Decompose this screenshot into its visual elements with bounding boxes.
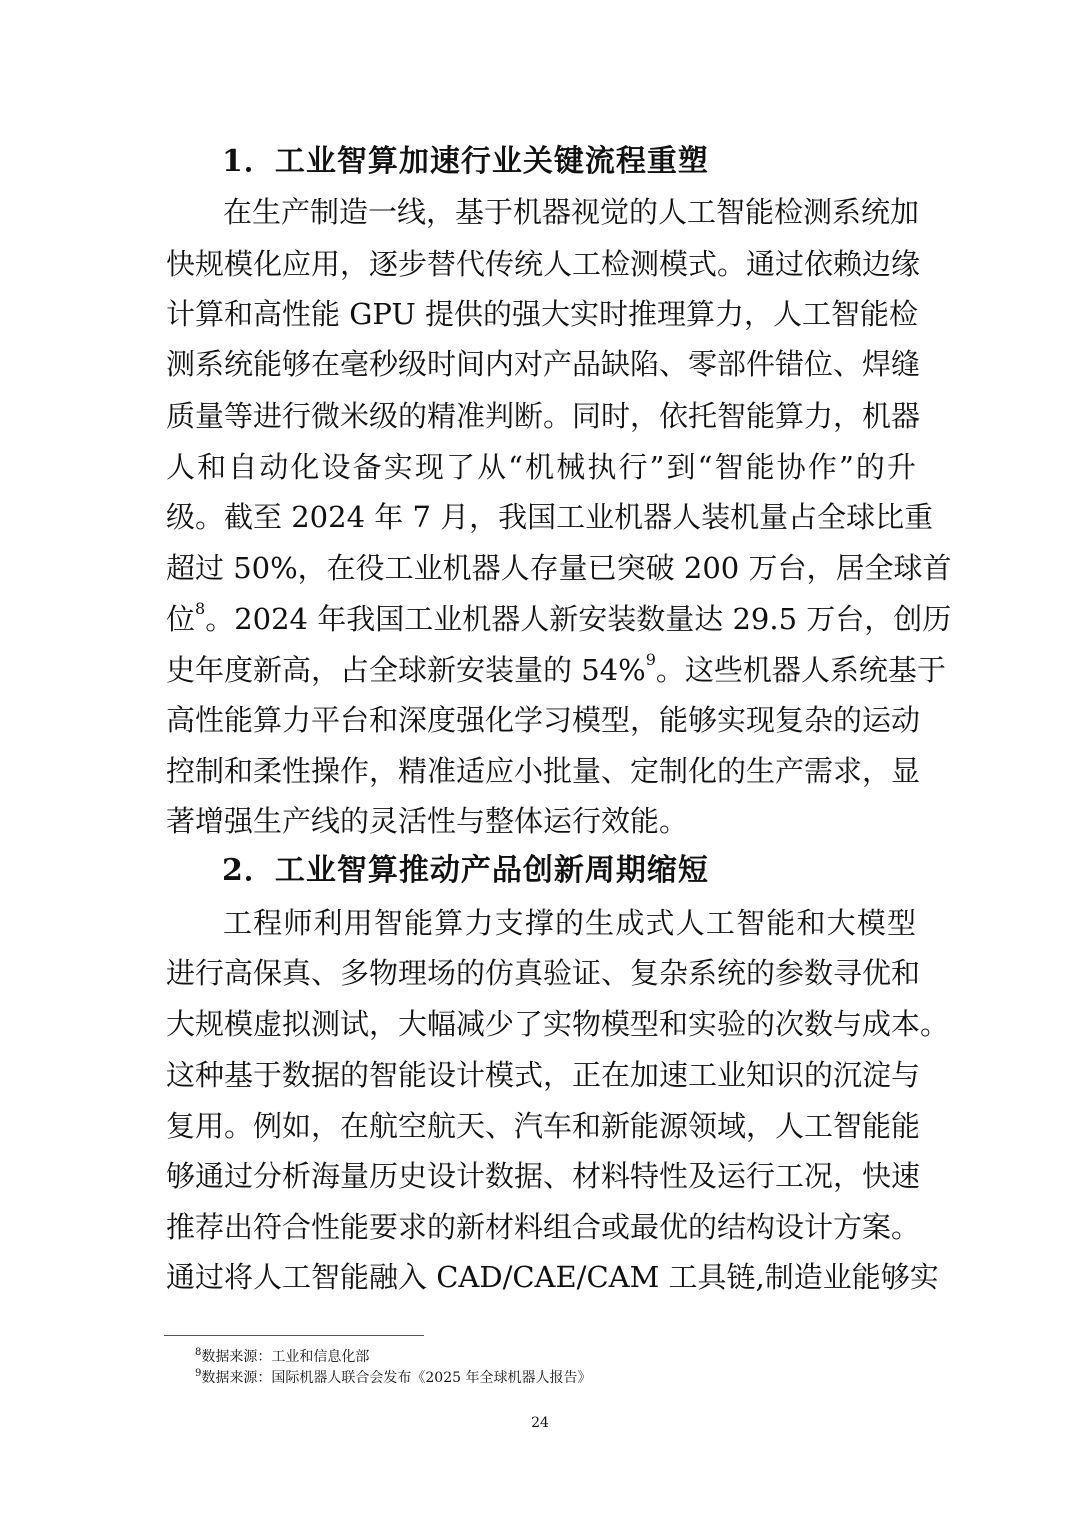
paragraph-line: 工程师利用智能算力支撑的生成式人工智能和大模型 xyxy=(223,906,916,940)
footnote-ref[interactable]: 8 xyxy=(195,599,206,618)
line-text: 位 xyxy=(166,602,196,636)
paragraph-line: 大规模虚拟测试，大幅减少了实物模型和实验的次数与成本。 xyxy=(166,1007,950,1041)
paragraph-line: 控制和柔性操作，精准适应小批量、定制化的生产需求，显 xyxy=(166,754,921,788)
paragraph-line: 著增强生产线的灵活性与整体运行效能。 xyxy=(166,804,689,838)
line-text: 。2024 年我国工业机器人新安装数量达 29.5 万台，创历 xyxy=(205,602,952,636)
paragraph-line: 通过将人工智能融入 CAD/CAE/CAM 工具链,制造业能够实 xyxy=(166,1260,939,1294)
paragraph-line: 进行高保真、多物理场的仿真验证、复杂系统的参数寻优和 xyxy=(166,956,921,990)
paragraph-line: 计算和高性能 GPU 提供的强大实时推理算力，人工智能检 xyxy=(166,297,919,331)
paragraph-line: 快规模化应用，逐步替代传统人工检测模式。通过依赖边缘 xyxy=(166,247,921,281)
line-text: 。这些机器人系统基于 xyxy=(655,653,946,687)
paragraph-line: 这种基于数据的智能设计模式，正在加速工业知识的沉淀与 xyxy=(166,1058,921,1092)
paragraph-line xyxy=(166,650,946,690)
footnote-divider xyxy=(164,1335,424,1336)
page-number: 24 xyxy=(531,1415,549,1431)
footnote xyxy=(195,1369,591,1387)
footnote-marker: 8 xyxy=(195,1347,202,1358)
paragraph-line: 人和自动化设备实现了从“机械执行”到“智能协作”的升 xyxy=(166,450,916,484)
section-heading: 2．工业智算推动产品创新周期缩短 xyxy=(222,853,709,888)
footnote-text: 数据来源：工业和信息化部 xyxy=(201,1349,370,1365)
paragraph-line xyxy=(166,599,952,639)
footnote xyxy=(195,1348,369,1366)
paragraph-line: 高性能算力平台和深度强化学习模型，能够实现复杂的运动 xyxy=(166,703,921,737)
footnote-ref[interactable]: 9 xyxy=(645,650,656,669)
paragraph-line: 超过 50%，在役工业机器人存量已突破 200 万台，居全球首 xyxy=(166,551,952,585)
paragraph-line: 测系统能够在毫秒级时间内对产品缺陷、零部件错位、焊缝 xyxy=(166,347,921,381)
line-text: 史年度新高，占全球新安装量的 54% xyxy=(166,653,646,687)
paragraph-line: 够通过分析海量历史设计数据、材料特性及运行工况，快速 xyxy=(166,1159,921,1193)
section-heading: 1．工业智算加速行业关键流程重塑 xyxy=(222,144,709,179)
paragraph-line: 推荐出符合性能要求的新材料组合或最优的结构设计方案。 xyxy=(166,1210,921,1244)
paragraph-line: 复用。例如，在航空航天、汽车和新能源领域，人工智能能 xyxy=(166,1109,921,1143)
paragraph-line: 在生产制造一线，基于机器视觉的人工智能检测系统加 xyxy=(223,195,920,229)
paragraph-line: 质量等进行微米级的精准判断。同时，依托智能算力，机器 xyxy=(166,399,921,433)
footnote-text: 数据来源：国际机器人联合会发布《2025 年全球机器人报告》 xyxy=(201,1370,592,1386)
paragraph-line: 级。截至 2024 年 7 月，我国工业机器人装机量占全球比重 xyxy=(166,500,934,534)
footnote-marker: 9 xyxy=(195,1368,202,1379)
